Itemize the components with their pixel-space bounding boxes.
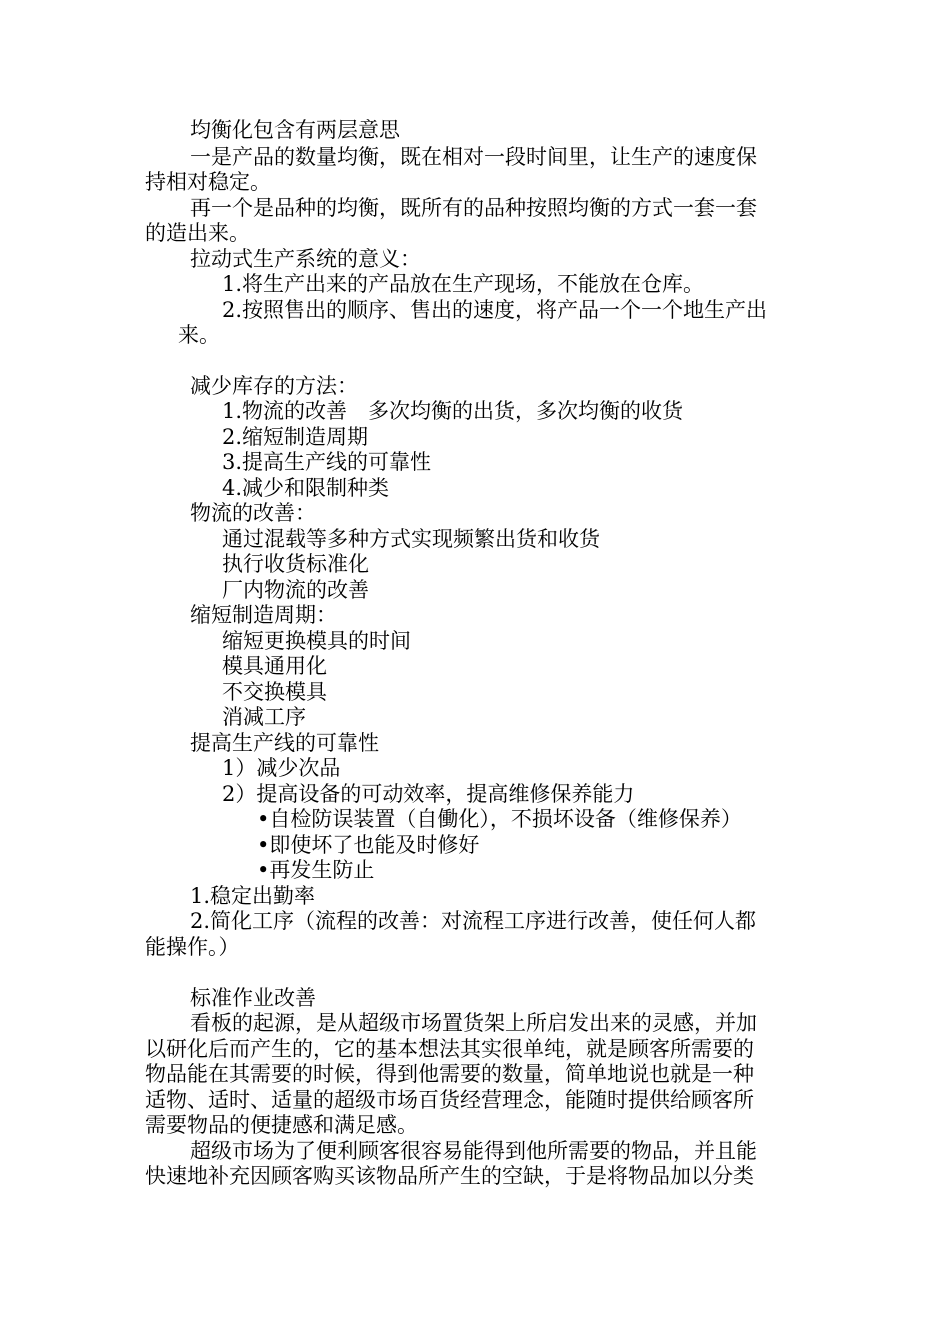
pull-system-item-2-line-1: 2.按照售出的顺序、售出的速度，将产品一个一个地生产出 [222,298,768,322]
simplify-item-line-2: 能操作。） [145,935,240,959]
reliability-item: 2）提高设备的可动效率，提高维修保养能力 [222,782,635,806]
reliability-bullet: •再发生防止 [257,858,375,882]
balance-paragraph-1-line-1: 一是产品的数量均衡，既在相对一段时间里，让生产的速度保 [190,145,757,169]
inventory-item: 2.缩短制造周期 [222,425,369,449]
logistics-item: 通过混载等多种方式实现频繁出货和收货 [222,527,600,551]
logistics-heading: 物流的改善： [190,501,316,525]
standard-work-heading: 标准作业改善 [190,986,316,1010]
inventory-item: 1.物流的改善 多次均衡的出货，多次均衡的收货 [222,399,684,423]
inventory-item: 3.提高生产线的可靠性 [222,450,432,474]
reliability-heading: 提高生产线的可靠性 [190,731,379,755]
reliability-item: 1）减少次品 [222,756,341,780]
reliability-bullet: •即使坏了也能及时修好 [257,833,480,857]
reliability-bullet: •自检防误装置（自働化），不损坏设备（维修保养） [257,807,742,831]
logistics-item: 执行收货标准化 [222,552,369,576]
inventory-heading: 减少库存的方法： [190,374,358,398]
attendance-item: 1.稳定出勤率 [190,884,316,908]
cycle-heading: 缩短制造周期： [190,603,337,627]
kanban-paragraph-line: 需要物品的便捷感和满足感。 [145,1113,418,1137]
pull-system-item-2-line-2: 来。 [178,323,220,347]
pull-system-heading: 拉动式生产系统的意义： [190,247,421,271]
balance-paragraph-2-line-2: 的造出来。 [145,221,250,245]
simplify-item-line-1: 2.简化工序（流程的改善：对流程工序进行改善，使任何人都 [190,909,757,933]
pull-system-item-1: 1.将生产出来的产品放在生产现场，不能放在仓库。 [222,272,705,296]
kanban-paragraph-line: 物品能在其需要的时候，得到他需要的数量，简单地说也就是一种 [145,1062,754,1086]
logistics-item: 厂内物流的改善 [222,578,369,602]
cycle-item: 模具通用化 [222,654,327,678]
kanban-paragraph-line: 看板的起源，是从超级市场置货架上所启发出来的灵感，并加 [190,1011,757,1035]
kanban-paragraph-line: 以研化后而产生的，它的基本想法其实很单纯，就是顾客所需要的 [145,1037,754,1061]
kanban-paragraph-line: 适物、适时、适量的超级市场百货经营理念，能随时提供给顾客所 [145,1088,754,1112]
supermarket-paragraph-line: 快速地补充因顾客购买该物品所产生的空缺，于是将物品加以分类 [145,1164,754,1188]
cycle-item: 缩短更换模具的时间 [222,629,411,653]
balance-paragraph-1-line-2: 持相对稳定。 [145,170,271,194]
balance-heading: 均衡化包含有两层意思 [190,118,400,142]
supermarket-paragraph-line: 超级市场为了便利顾客很容易能得到他所需要的物品，并且能 [190,1139,757,1163]
cycle-item: 消减工序 [222,705,306,729]
inventory-item: 4.减少和限制种类 [222,476,390,500]
balance-paragraph-2-line-1: 再一个是品种的均衡，既所有的品种按照均衡的方式一套一套 [190,196,757,220]
cycle-item: 不交换模具 [222,680,327,704]
